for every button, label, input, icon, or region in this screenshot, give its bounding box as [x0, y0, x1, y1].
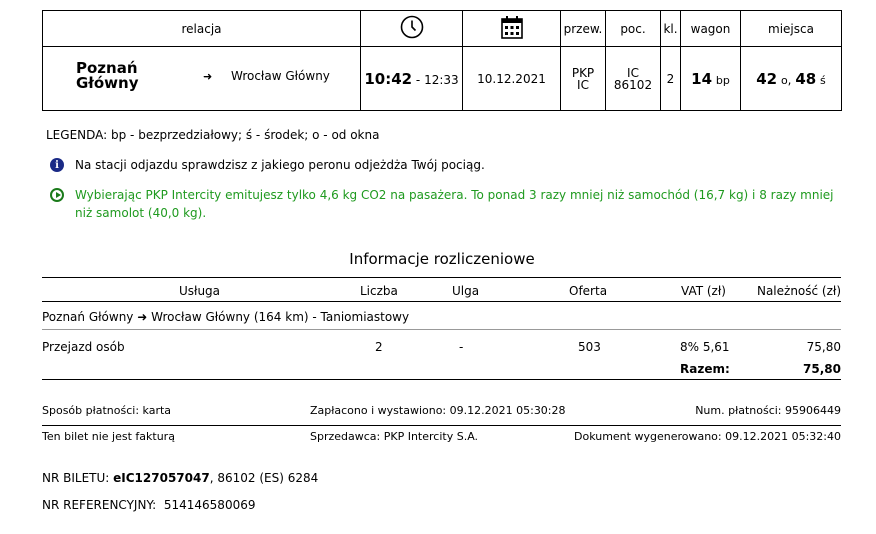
route-cell: [43, 47, 361, 111]
reference-number: NR REFERENCYJNY: 514146580069: [42, 498, 256, 512]
payment-method: Sposób płatności: karta: [42, 404, 172, 417]
arrival-station: Wrocław Główny: [231, 69, 330, 83]
co2-note-text: Wybierając PKP Intercity emitujesz tylko 4,6 kg CO2 na pasażera. To ponad 3 razy mniej niż samochód (16,7 kg) i 8 razy mniej niż samolot (40,0 kg).: [75, 188, 834, 220]
seat-2-type: ś: [820, 73, 826, 87]
route-arrow-icon: ➜: [137, 310, 148, 324]
date-cell: 10.12.2021: [463, 47, 561, 111]
header-train: poc.: [606, 11, 661, 47]
class-cell: 2: [661, 47, 681, 111]
info-icon: i: [50, 158, 64, 172]
payment-number: Num. płatności: 95906449: [695, 404, 841, 417]
departure-time: 10:42: [364, 69, 413, 88]
col-count: Liczba: [360, 284, 398, 298]
platform-note-text: Na stacji odjazdu sprawdzisz z jakiego peronu odjeżdża Twój pociąg.: [75, 158, 485, 172]
seller: Sprzedawca: PKP Intercity S.A.: [310, 430, 479, 443]
wagon-number: 14: [691, 69, 713, 88]
platform-note: [50, 158, 485, 172]
col-offer: Oferta: [569, 284, 608, 298]
billing-route: Poznań Główny ➜ Wrocław Główny (164 km) - Taniomiastowy: [42, 302, 841, 330]
co2-note: [50, 186, 840, 222]
wagon-cell: [681, 47, 741, 111]
ticket-code: eIC127057047: [113, 471, 210, 485]
billing-header: [42, 277, 841, 302]
row-due: 75,80: [806, 340, 841, 354]
clock-icon: [400, 15, 424, 39]
row-count: 2: [375, 340, 383, 354]
seat-1-number: 42: [756, 69, 778, 88]
total-label: Razem:: [680, 362, 730, 376]
col-service: Usługa: [179, 284, 221, 298]
billing-title: Informacje rozliczeniowe: [349, 250, 535, 268]
generated-at: Dokument wygenerowano: 09.12.2021 05:32:40: [574, 430, 841, 443]
seat-2-number: 48: [795, 69, 817, 88]
carrier-cell: PKP IC: [561, 47, 606, 111]
time-cell: 10:42 - 12:33: [361, 47, 463, 111]
col-due: Należność (zł): [756, 284, 841, 298]
total-value: 75,80: [803, 362, 841, 376]
row-discount: -: [459, 340, 464, 354]
header-date: [463, 11, 561, 47]
header-carrier: przew.: [561, 11, 606, 47]
row-vat: 8% 5,61: [680, 340, 730, 354]
paid-issued: Zapłacono i wystawiono: 09.12.2021 05:30:28: [310, 404, 566, 417]
header-seats: miejsca: [741, 11, 842, 47]
departure-station: Poznań Główny: [76, 59, 139, 92]
eco-play-icon: [50, 188, 64, 202]
arrival-time: 12:33: [424, 72, 459, 87]
train-cell: IC 86102: [606, 47, 661, 111]
header-class: kl.: [661, 11, 681, 47]
col-discount: Ulga: [452, 284, 480, 298]
row-service: Przejazd osób: [42, 340, 125, 354]
header-wagon: wagon: [681, 11, 741, 47]
billing-row: [42, 334, 841, 356]
billing-total: [42, 356, 841, 380]
route-arrow-icon: ➜: [203, 70, 213, 83]
wagon-type: bp: [715, 73, 730, 87]
calendar-icon: [501, 15, 523, 39]
ticket-number: NR BILETU: eIC127057047, 86102 (ES) 6284: [42, 471, 319, 485]
seats-cell: 42 o, 48 ś: [741, 47, 842, 111]
journey-table: [42, 10, 842, 111]
header-time: [361, 11, 463, 47]
col-vat: VAT (zł): [681, 284, 726, 298]
seat-1-type: o: [780, 73, 788, 87]
header-relacja: relacja: [43, 11, 361, 47]
legend: LEGENDA: bp - bezprzedziałowy; ś - środek; o - od okna: [46, 128, 380, 142]
not-invoice: Ten bilet nie jest fakturą: [42, 430, 175, 443]
row-offer: 503: [578, 340, 601, 354]
payment-meta: [42, 404, 841, 426]
